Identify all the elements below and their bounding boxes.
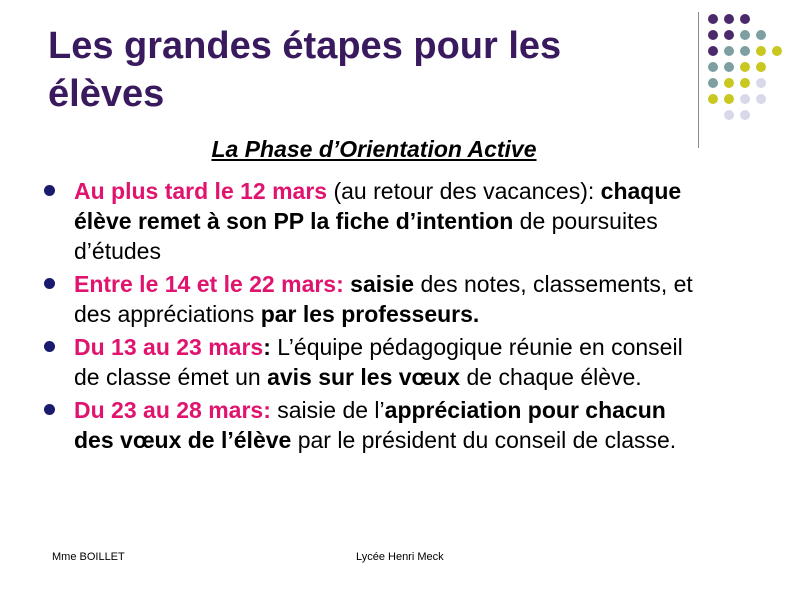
decor-dot xyxy=(708,46,718,56)
decor-dot xyxy=(740,62,750,72)
decor-dot xyxy=(708,62,718,72)
bullet-text-segment: avis sur les vœux xyxy=(267,364,461,390)
decor-dot xyxy=(740,78,750,88)
bullet-text-segment: (au retour des vacances): xyxy=(327,178,601,204)
bullet-item xyxy=(44,395,704,455)
footer-author: Mme BOILLET xyxy=(52,551,125,563)
decor-dot xyxy=(756,30,766,40)
decor-dot xyxy=(724,62,734,72)
decor-dot xyxy=(756,62,766,72)
decor-dot xyxy=(756,94,766,104)
decor-dot xyxy=(724,94,734,104)
bullet-item xyxy=(44,269,704,329)
bullet-text-segment: par les professeurs. xyxy=(260,301,480,327)
bullet-text-segment: : xyxy=(263,334,271,360)
bullet-dot-icon xyxy=(44,185,55,196)
bullet-text-segment: appréciation pour chacun des vœux de l’élève xyxy=(74,397,666,453)
bullet-text-segment: des notes, classements, et des appréciations xyxy=(74,271,693,327)
decor-dot xyxy=(708,94,718,104)
bullet-dot-icon xyxy=(44,278,55,289)
bullet-dot-icon xyxy=(44,404,55,415)
bullet-text-segment: Du 23 au 28 mars: xyxy=(74,397,271,423)
footer-school: Lycée Henri Meck xyxy=(356,551,444,563)
bullet-dot-icon xyxy=(44,341,55,352)
bullet-item xyxy=(44,332,704,392)
slide-title: Les grandes étapes pour les élèves xyxy=(48,25,562,115)
dot-grid-decoration-icon xyxy=(708,14,788,129)
decor-dot xyxy=(740,14,750,24)
decor-dot xyxy=(708,78,718,88)
bullet-text-segment: chaque élève remet à son PP la fiche d’intention xyxy=(74,178,682,234)
decor-dot xyxy=(724,30,734,40)
decor-dot xyxy=(740,94,750,104)
decor-dot xyxy=(740,46,750,56)
decor-dot xyxy=(740,30,750,40)
decor-dot xyxy=(724,46,734,56)
decor-dot xyxy=(724,110,734,120)
bullet-text-segment: L’équipe pédagogique réunie en conseil de classe émet un xyxy=(74,334,683,390)
bullet-text-segment: de poursuites d’études xyxy=(74,208,658,264)
bullet-text-segment: par le président du conseil de classe. xyxy=(291,427,677,453)
decor-dot xyxy=(708,30,718,40)
decor-dot xyxy=(724,78,734,88)
bullet-text-segment: Au plus tard le 12 mars xyxy=(74,178,328,204)
decor-dot xyxy=(756,78,766,88)
decor-dot xyxy=(708,14,718,24)
title-divider xyxy=(698,12,699,148)
bullet-text-segment: saisie xyxy=(350,271,415,297)
decor-dot xyxy=(772,46,782,56)
slide-subtitle: La Phase d’Orientation Active xyxy=(211,136,537,162)
bullet-text-segment: saisie de l’ xyxy=(270,397,385,423)
bullet-text-segment: de chaque élève. xyxy=(460,364,642,390)
decor-dot xyxy=(756,46,766,56)
bullet-item xyxy=(44,176,704,266)
decor-dot xyxy=(740,110,750,120)
decor-dot xyxy=(724,14,734,24)
bullet-text-segment: Du 13 au 23 mars xyxy=(74,334,264,360)
bullet-list xyxy=(44,176,704,458)
bullet-text-segment: Entre le 14 et le 22 mars: xyxy=(74,271,351,297)
